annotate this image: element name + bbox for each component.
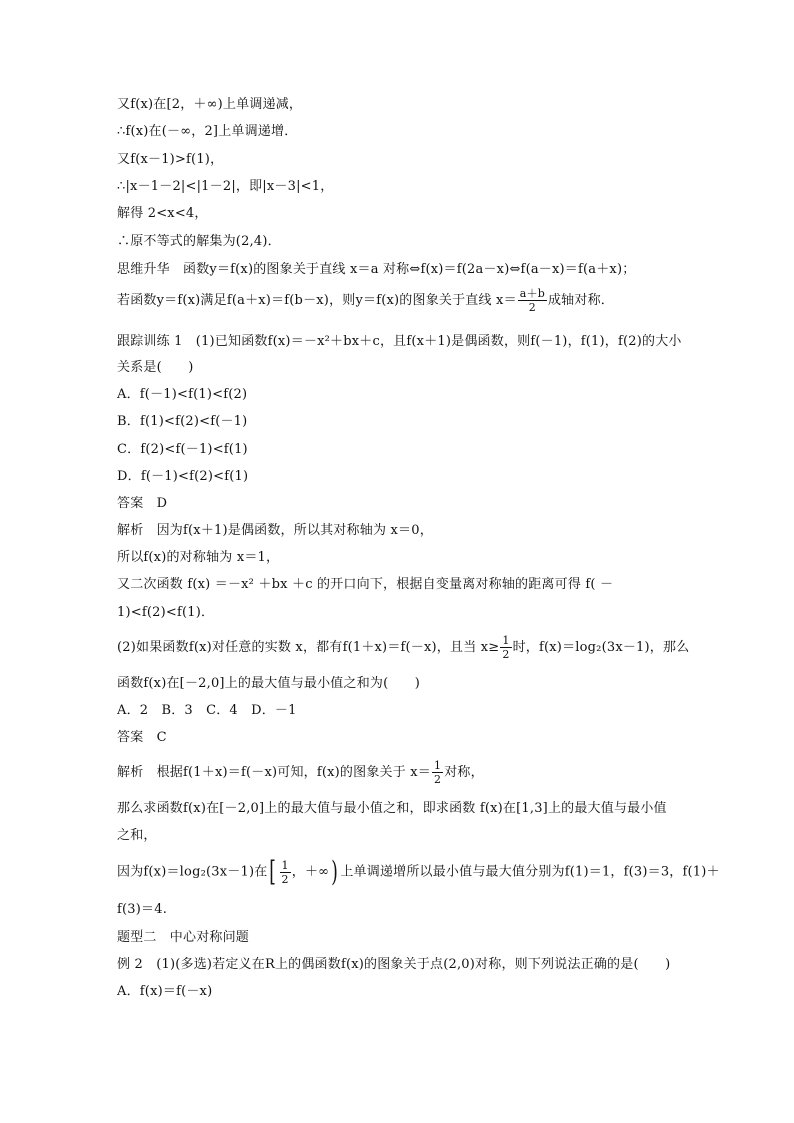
fraction-numerator: 1 [434,759,442,772]
fraction-numerator: a＋b [519,287,545,300]
interval-right-paren: ) [331,855,339,888]
option-b: B．f(1)<f(2)<f(－1) [117,414,248,429]
text-segment: 上单调递增所以最小值与最大值分别为f(1)＝1，f(3)＝3，f(1)＋ [340,864,720,880]
text-line: 又f(x)在[2，＋∞)上单调递减， [117,97,303,112]
option-a: A．f(x)＝f(－x) [117,984,213,999]
text-line: 又f(x－1)>f(1)， [117,152,224,167]
text-line-with-fraction [117,287,614,314]
text-line-with-fraction [117,759,484,786]
fraction-denominator: 2 [434,773,442,786]
text-line: ∴|x－1－2|<|1－2|，即|x－3|<1， [117,179,334,194]
text-segment: 时，f(x)＝log₂(3x－1)，那么 [512,640,690,655]
text-line: 函数f(x)在[－2,0]上的最大值与最小值之和为( ) [117,676,421,691]
text-segment: 解析 根据f(1＋x)＝f(－x)可知，f(x)的图象关于 x＝ [117,765,431,780]
answer-label: 答案 C [117,730,167,745]
fraction-denominator: 2 [281,872,289,886]
text-segment: 成轴对称． [547,293,614,308]
section-heading: 题型二 中心对称问题 [117,930,250,945]
text-line: 那么求函数f(x)在[－2,0]上的最大值与最小值之和，即求函数 f(x)在[1,3]上的最大值与最小值 [117,801,667,816]
fraction [280,859,291,886]
fraction-numerator: 1 [502,634,510,647]
text-line-with-interval [117,855,720,888]
option-d: D．f(－1)<f(2)<f(1) [117,469,249,484]
fraction [518,287,547,314]
answer-label: 答案 D [117,496,168,511]
text-line: ∴原不等式的解集为(2,4)． [117,234,281,249]
text-line: 解析 因为f(x＋1)是偶函数，所以其对称轴为 x＝0， [117,523,433,538]
fraction-numerator: 1 [281,858,289,872]
text-line: f(3)＝4. [117,902,168,917]
text-line: 又二次函数 f(x) ＝－x² ＋bx ＋c 的开口向下，根据自变量离对称轴的距离可得 f( － [117,577,614,592]
text-line: 所以f(x)的对称轴为 x＝1， [117,550,280,565]
text-line: 思维升华 函数y＝f(x)的图象关于直线 x＝a 对称⇔f(x)＝f(2a－x)⇔f(a－x)＝f(a＋x)； [117,262,636,277]
options-line: A．2 B．3 C．4 D．－1 [117,703,297,718]
text-line: 解得 2<x<4， [117,206,208,221]
example-heading: 例 2 (1)(多选)若定义在R上的偶函数f(x)的图象关于点(2,0)对称，则下列说法正确的是( ) [117,957,671,972]
text-line: 1)<f(2)<f(1)． [117,605,215,620]
option-a: A．f(－1)<f(1)<f(2) [117,387,248,402]
text-segment: 对称， [444,765,484,780]
text-line: ∴f(x)在(－∞，2]上单调递增． [117,124,298,139]
fraction-denominator: 2 [528,301,536,314]
fraction [432,759,443,786]
text-segment: (2)如果函数f(x)对任意的实数 x，都有f(1＋x)＝f(－x)，且当 x≥ [117,640,500,655]
text-segment: 若函数y＝f(x)满足f(a＋x)＝f(b－x)，则y＝f(x)的图象关于直线 x＝ [117,293,517,308]
text-line-with-fraction [117,634,689,661]
text-line: 之和， [117,828,157,843]
text-line: 关系是( ) [117,360,194,375]
text-line: 跟踪训练 1 (1)已知函数f(x)＝－x²＋bx＋c，且f(x＋1)是偶函数，则f(－1)，f(1)，f(2)的大小 [117,334,682,349]
option-c: C．f(2)<f(－1)<f(1) [117,442,248,457]
fraction [500,634,511,661]
interval-left-bracket: [ [269,855,277,888]
text-segment: ，＋∞ [291,864,330,880]
text-segment: 因为f(x)＝log₂(3x－1)在 [117,864,268,880]
fraction-denominator: 2 [502,648,510,661]
